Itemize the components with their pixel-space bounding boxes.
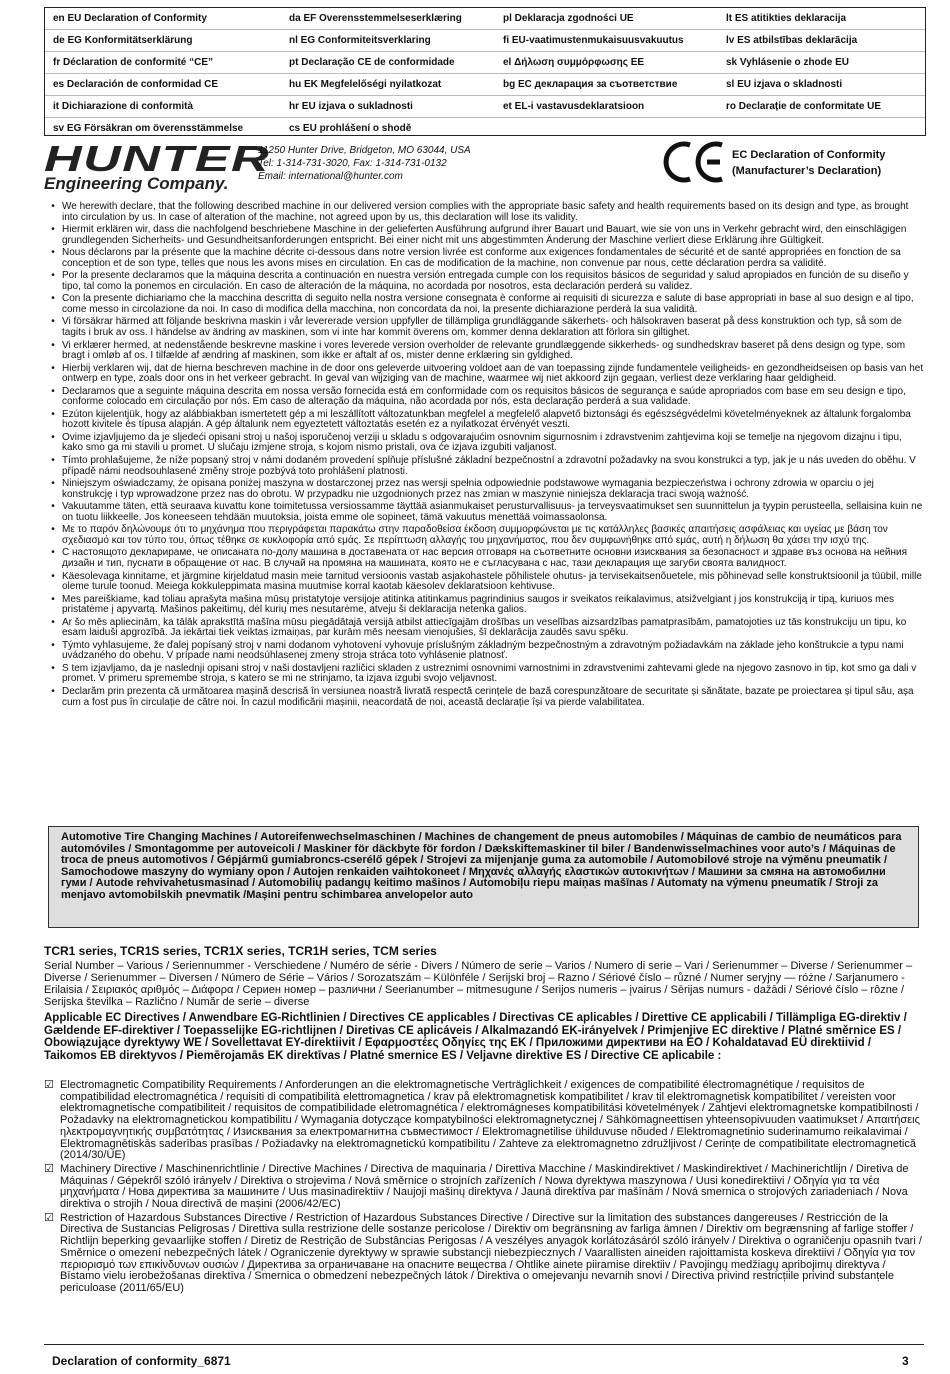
declaration-text: Týmto vyhlasujeme, že ďalej popísaný stroj v nami dodanom vyhotovení vyhovuje príslušným základným bezpečnostným a zdravotným požiadavkám na základe jeho konštrukcie a typu nami uvádzaného do obehu. V prípade nami neodsúhlasenej zmeny stroja stráca toto vyhlásenie platnosť. [62,639,904,662]
language-cell: el Δήλωση συμμόρφωσης ΕΕ [503,57,645,68]
bullet-icon: • [51,547,55,559]
language-row [45,96,925,118]
footer-document-title: Declaration of conformity_6871 [52,1354,231,1368]
directive-list [44,1080,924,1297]
bullet-icon: • [51,685,55,697]
directives-heading: Applicable EC Directives / Anwendbare EG-Richtlinien / Directives CE applicables / Directivas CE aplicables / Direttive CE applicabili / Tillämpliga EG-direktiv / Gældende EF-direktiver / Toepasselijke EG-richtlijnen / Diretivas CE aplicáveis / Alkalmazandó EK-irányelvek / Primjenjive EC direktive / Platné směrnice ES / Obowiązujące dyrektywy WE / Sovellettavat EY-direktiivit / Εφαρμοστέες Οδηγίες της ΕΚ / Приложими директиви на ЕО / Kohaldatavad EÜ direktiivid / Taikomos EB direktyvos / Piemērojamās EK direktīvas / Platné smernice ES / Veljavne direktive ES / Directive CE aplicabile : [44,1012,907,1062]
bullet-icon: • [51,339,55,351]
company-email: Email: international@hunter.com [258,171,403,182]
language-cell: it Dichiarazione di conformità [53,101,194,112]
language-cell: sl EU izjava o skladnosti [726,79,843,90]
bullet-icon: • [51,316,55,328]
declaration-text: Vakuutamme täten, että seuraava kuvattu kone toimitetussa versiossamme täyttää asianmukaiset perusturvallisuus- ja terveysvaatimukset sen suunnittelun ja tyypin perusteella, sellaisina kuin ne on tuotu liikkeelle. Jos koneeseen tehdään muutoksia, joista emme ole sopineet, tämä vakuutus menettää voimassaolonsa. [62,501,923,523]
bullet-icon: • [51,478,55,490]
declaration-bullet [44,595,924,616]
declaration-text: Ovime izjavljujemo da je sljedeći opisani stroj u našoj isporučenoj verziji u skladu s odgovarajućim osnovnim sigurnosnim i zdravstvenim zahtjevima koji se temelje na njegovom dizajnu i tipu, kako smo ga mi stavili u promet. U slučaju izmjene stroja, s kojom nismo pristali, ova će izjava izgubiti valjanost. [62,431,902,454]
declaration-text: Tímto prohlašujeme, že níže popsaný stroj v námi dodaném provedení splňuje příslušné základní bezpečnostní a zdravotní požadavky na svou konstrukci a typ, jak je u nás uveden do oběhu. V případě námi neodsouhlasené změny stroje pozbývá toto prohlášení platnosti. [62,455,916,477]
language-cell: es Declaración de conformidad CE [53,79,219,90]
directive-text: Machinery Directive / Maschinenrichtlinie / Directive Machines / Directiva de maquinaria / Direttiva Macchine / Maskindirektivet / Maskindirektivet / Machinerichtlijn / Diretiva de Máquinas / Gépekről szóló irányelv / Direktiva o strojevima / Nová směrnice o strojních zařízeních / Nowa dyrektywa maszynowa / Uusi konedirektiivi / Οδηγία για τα νέα μηχανήματα / Нова директива за машините / Uus masinadirektiiv / Naujoji mašinų direktyva / Jaunā direktīva par mašīnām / Nová smernica o strojových zariadeniach / Nova direktiva o strojih / Noua directivă de mașini (2006/42/EC) [60,1162,909,1211]
bullet-icon: • [51,201,55,212]
language-cell: hu EK Megfelelőségi nyilatkozat [289,79,442,90]
declaration-text: Declarăm prin prezenta că următoarea mașină descrisă în versiunea noastră livrată respectă cerințele de bază corespunzătoare de securitate și sănătate, bazate pe proiectarea și tipul său, așa cum a fost pus în circulație de către noi. În cazul modificării mașinii, neacordată de noi, această declarație își va pierde valabilitatea. [62,685,914,708]
declaration-text: Declaramos que a seguinte máquina descrita em nossa versão fornecida está em conformidade com os requisitos básicos de segurança e saúde apropriados com base em seu design e tipo, conforme colocado em circulação por nós. Em caso de alteração da máquina, não acordada por nós, esta declaração perderá a sua validade. [62,385,906,408]
bullet-icon: • [51,408,55,420]
language-cell: et EL-i vastavusdeklaratsioon [503,101,645,112]
declaration-text: Ar šo mēs apliecinām, ka tālāk aprakstītā mašīna mūsu piegādātajā versijā atbilst attiecīgajām drošības un veselības aizsardzības pamatprasībām, pamatojoties uz tās konstrukciju un tipu, ko esam laiduši apgrozībā. Ja iekārtai tiek veiktas izmaiņas, par kurām mēs neesam vienojušies, šī deklarācija zaudēs savu spēku. [62,616,907,639]
bullet-icon: • [51,455,55,467]
language-table [44,7,926,136]
declaration-bullet [44,548,924,569]
declaration-bullet [44,410,924,431]
declaration-text: Por la presente declaramos que la máquina descrita a continuación en nuestra versión entregada cumple con los requisitos básicos de seguridad y salud apropiados en función de su diseño y tipo, tal como la ponemos en circulación. En caso de alteración de la máquina, no acordada por nosotros, esta declaración perderá su validez. [62,270,909,292]
ce-title-line-2: (Manufacturer’s Declaration) [732,165,882,177]
ce-declaration-title [732,147,885,179]
bullet-icon: • [51,362,55,374]
bullet-icon: • [51,385,55,397]
declaration-text: Niniejszym oświadczamy, że opisana poniżej maszyna w dostarczonej przez nas wersji spełnia odpowiednie podstawowe wymagania bezpieczeństwa i ochrony zdrowia w oparciu o jej konstrukcję i typ wprowadzone przez nas do obrotu. W przypadku nie uzgodnionych przez nas zmian w maszynie niniejsza deklaracja traci swoją ważność. [62,478,874,500]
company-phone: Tel: 1-314-731-3020, Fax: 1-314-731-0132 [258,158,447,169]
declaration-bullet [44,456,924,477]
hunter-logo [44,138,271,193]
machine-description-box: Automotive Tire Changing Machines / Autoreifenwechselmaschinen / Machines de changement de pneus automobiles / Máquinas de cambio de neumáticos para automóviles / Smontagomme per autoveicoli / Maskiner för däckbyte för fordon / Dækskiftemaskiner til biler / Bandenwisselmachines voor auto’s / Máquinas de troca de pneus automotivos / Gépjármű gumiabroncs-cserélő gépek / Strojevi za mijenjanje guma za automobile / Automobilové stroje na výměnu pneumatik / Samochodowe maszyny do wymiany opon / Autojen renkaiden vaihtokoneet / Μηχανές αλλαγής ελαστικών αυτοκινήτων / Машини за смяна на автомобилни гуми / Autode rehvivahetusmasinad / Automobilių padangų keitimo mašinos / Automobiļu riepu maiņas mašīnas / Automaty na výmenu pneumatík / Stroji za menjavo avtomobilskih pnevmatik /Mașini pentru schimbarea anvelopelor auto [48,826,919,928]
declaration-text: Nous déclarons par la présente que la machine décrite ci-dessous dans notre version livrée est conforme aux exigences fondamentales de sécurité et de santé appropriées en fonction de sa conception et de son type, telles que nous les avons mises en circulation. En cas de modification de la machine, non convenue par nous, cette déclaration perdra sa validité. [62,247,901,269]
declaration-text: S tem izjavljamo, da je naslednji opisani stroj v naši dostavljeni različici skladen z ustreznimi osnovnimi varnostnimi in zdravstvenimi zahtevami glede na njegovo zasnovo in tip, kot smo ga dali v promet. V primeru spremembe stroja, s katero se mi ne strinjamo, ta izjava izgubi svojo veljavnost. [62,662,917,685]
language-cell: hr EU izjava o sukladnosti [289,101,413,112]
language-cell: lv ES atbilstības deklarācija [726,35,858,46]
declaration-bullet [44,202,924,223]
logo-wordmark: HUNTER [44,138,271,179]
declaration-bullet [44,525,924,546]
declaration-bullet [44,641,924,662]
checkbox-checked-icon: ☑ [44,1079,54,1091]
declaration-text: We herewith declare, that the following described machine in our delivered version complies with the appropriate basic safety and health requirements based on its design and type, as brought into circulation by us. In case of alteration of the machine, not agreed upon by us, this declaration will lose its validity. [62,201,909,223]
language-cell: pl Deklaracja zgodności UE [503,13,634,24]
language-row [45,30,925,52]
directive-item [44,1164,924,1211]
language-row [45,52,925,74]
model-series: TCR1 series, TCR1S series, TCR1X series, TCR1H series, TCM series [44,944,437,958]
language-cell: cs EU prohlášení o shodě [289,123,412,134]
bullet-icon: • [51,247,55,259]
declaration-bullet [44,572,924,593]
declaration-text: Mes pareiškiame, kad toliau aprašyta mašina mūsų pristatytoje versijoje atitinka atitinkamus pagrindinius saugos ir sveikatos reikalavimus, atsižvelgiant į jos konstrukciją ir tipą, kuriuos mes pristatėme į apyvartą. Mašinos pakeitimų, dėl kurių mes nesutarėme, atveju ši deklaracija netenka galios. [62,593,895,616]
declaration-bullet [44,271,924,292]
directive-item [44,1213,924,1295]
language-cell: sv EG Försäkran om överensstämmelse [53,123,244,134]
declaration-bullet [44,502,924,523]
declaration-bullet [44,364,924,385]
declaration-text: С настоящото декларираме, че описаната по-долу машина в доставената от нас версия отговаря на съответните основни изисквания за безопасност и здраве въз основа на нейния дизайн и тип, пуснати в обращение от нас. В случай на промяна на машината, която не е съгласувана с нас, тази декларация ще загуби своята валидност. [62,547,908,569]
ce-mark-icon [662,139,727,184]
ce-title-line-1: EC Declaration of Conformity [732,149,886,161]
directive-item [44,1080,924,1162]
bullet-icon: • [51,593,55,605]
company-address: 11250 Hunter Drive, Bridgeton, MO 63044, USA [258,145,471,156]
declaration-bullet [44,479,924,500]
declaration-bullet [44,225,924,246]
language-cell: fi EU-vaatimustenmukaisuusvakuutus [503,35,684,46]
language-cell: ro Declarație de conformitate UE [726,101,882,112]
language-row [45,118,925,139]
declaration-bullet [44,433,924,454]
declaration-text: Käesolevaga kinnitame, et järgmine kirjeldatud masin meie tarnitud versioonis vastab asjakohastele põhilistele ohutus- ja tervisekaitsenõuetele, mis põhinevad selle konstruktsioonil ja tüübil, mille oleme turule toonud. Meiega kokkuleppimata masina muutmise korral kaotab käesolev deklaratsioon kehtivuse. [62,570,922,593]
language-cell: lt ES atitikties deklaracija [726,13,847,24]
language-row [45,74,925,96]
declaration-bullet [44,248,924,269]
footer-divider [44,1344,924,1345]
company-address-block [258,144,471,183]
language-cell: nl EG Conformiteitsverklaring [289,35,431,46]
bullet-icon: • [51,639,55,651]
checkbox-checked-icon: ☑ [44,1211,54,1224]
bullet-icon: • [51,270,55,282]
declaration-bullet [44,317,924,338]
bullet-icon: • [51,616,55,628]
declaration-text: Con la presente dichiariamo che la macchina descritta di seguito nella nostra versione consegnata è conforme ai requisiti di sicurezza e salute di base appropriati in base al suo design e al tipo, come messo in circolazione da noi. In caso di modifica della macchina, non concordata da noi, la presente dichiarazione perderà la sua validità. [62,293,914,315]
language-cell: pt Declaração CE de conformidade [289,57,455,68]
logo-subtitle: Engineering Company. [44,174,229,193]
language-cell: de EG Konformitätserklärung [53,35,193,46]
language-cell: bg EC декларация за съответствие [503,79,678,90]
directive-text: Restriction of Hazardous Substances Directive / Restriction of Hazardous Substances Directive / Directive sur la limitation des substances dangereuses / Restricción de la Directiva de Sustancias Peligrosas / Direttiva sulla restrizione delle sostanze pericolose / Direktiv om begränsning av farliga ämnen / Direktiv om begrænsning af farlige stoffer / Richtlijn beperking gevaarlijke stoffen / Diretiz de Restrição de Substâncias Perigosas / A veszélyes anyagok korlátozásáról szóló irányelv / Direktiva o ograničenju opasnih tvari / Směrnice o omezení nebezpečných látek / Ograniczenie dyrektywy w sprawie substancji niebezpiecznych / Vaarallisten aineiden rajoittamista koskeva direktiivi / Οδηγία για τον περιορισμό των επικίνδυνων ουσιών / Директива за ограничаване на опасните вещества / Ohtlike ainete piiramise direktiiv / Pavojingų medžiagų apribojimų direktyva / Bīstamo vielu ierobežošanas direktīva / Smernica o obmedzení nebezpečných látok / Direktiva o omejevanju nevarnih snovi / Directiva privind restricțiile privind substanțele periculoase (2011/65/EU) [60,1211,922,1294]
declaration-text: Ezúton kijelentjük, hogy az alábbiakban ismertetett gép a mi leszállított változatunkban megfelel a megfelelő alapvető biztonsági és egészségvédelmi követelményeknek az általunk forgalomba hozott kivitele és típusa alapján. A gép általunk nem egyeztetett változtatás esetén ez a nyilatkozat érvényét veszti. [62,408,911,431]
language-cell: da EF Overensstemmelseserklæring [289,13,462,24]
declaration-bullet [44,618,924,639]
page-number: 3 [902,1354,909,1368]
bullet-icon: • [51,501,55,513]
declaration-text: Με το παρόν δηλώνουμε ότι το μηχάνημα που περιγράφεται παρακάτω στην παραδοθείσα έκδοση συμμορφώνεται με τις κατάλληλες βασικές απαιτήσεις ασφάλειας και υγείας με βάση τον σχεδιασμό και τον τύπο του, όπως τέθηκε σε κυκλοφορία από εμάς. Σε περίπτωση αλλαγής του μηχανήματος, που δεν συμφωνήθηκε από εμάς, αυτή η δήλωση θα χάσει την ισχύ της. [62,524,888,546]
language-cell: fr Déclaration de conformité “CE” [53,57,214,68]
serial-number-statement: Serial Number – Various / Seriennummer - Verschiedene / Numéro de série - Divers / Número de serie – Varios / Numero di serie – Vari / Serienummer – Diverse / Serienummer – Diverse / Serienummer – Diversen / Número de Série – Vários / Sorozatszám – Különféle / Serijski broj – Razno / Sériové číslo – různé / Numer seryjny — różne / Sarjanumero - Erilaisia / Σειριακός αριθμός – Διάφορα / Сериен номер – различни / Seerianumber – mitmesugune / Serijos numeris – įvairus / Sērijas numurs - dažādi / Sériové číslo – rôzne / Serijska številka – Različno / Număr de serie – diverse [44,960,913,1008]
language-row [45,8,925,30]
bullet-icon: • [51,224,55,236]
declaration-bullet [44,687,924,708]
bullet-icon: • [51,293,55,305]
declaration-text: Hiermit erklären wir, dass die nachfolgend beschriebene Maschine in der gelieferten Ausführung aufgrund ihrer Bauart und Bauart, wie sie von uns in Verkehr gebracht wird, den einschlägigen grundlegenden Sicherheits- und Gesundheitsanforderungen entspricht. Bei einer nicht mit uns abgestimmten Änderung der Maschine verliert diese Erklärung ihre Gültigkeit. [62,224,907,246]
bullet-icon: • [51,662,55,674]
declaration-bullet [44,341,924,362]
declaration-text: Hierbij verklaren wij, dat de hierna beschreven machine in de door ons geleverde uitvoering voldoet aan de van toepassing zijnde fundamentele veiligheids- en gezondheidseisen op basis van het ontwerp en type, zoals door ons in het verkeer gebracht. In geval van wijziging van de machine, waarmee wij niet akkoord zijn gegaan, verliest deze verklaring haar geldigheid. [62,362,924,385]
bullet-icon: • [51,524,55,536]
declaration-text: Vi erklærer hermed, at nedenstående beskrevne maskine i vores leverede version overholder de relevante grundlæggende sikkerheds- og sundhedskrav baseret på dens design og type, som bragt i omløb af os. I tilfælde af ændring af maskinen, som ikke er aftalt af os, mister denne erklæring sin gyldighed. [62,339,906,362]
declaration-statements [44,202,924,710]
declaration-bullet [44,664,924,685]
language-cell: en EU Declaration of Conformity [53,13,207,24]
declaration-text: Vi försäkrar härmed att följande beskrivna maskin i vår levererade version uppfyller de tillämpliga grundläggande säkerhets- och hälsokraven baserat på dess konstruktion och typ, så som de tagits i bruk av oss. I händelse av ändring av maskinen, som vi inte har kommit överens om, kommer denna deklaration att förlora sin giltighet. [62,316,902,339]
bullet-icon: • [51,431,55,443]
checkbox-checked-icon: ☑ [44,1162,54,1175]
bullet-icon: • [51,570,55,582]
declaration-bullet [44,387,924,408]
directive-text: Electromagnetic Compatibility Requirements / Anforderungen an die elektromagnetische Verträglichkeit / exigences de compatibilité électromagnétique / requisitos de compatibilidad electromagnética / requisiti di compatibilità elettromagnetica / krav på elektromagnetisk kompatibilitet / krav til elektromagnetisk kompatibilitet / vereisten voor elektromagnetische compatibiliteit / requisitos de compatibilidade eletromagnética / elektromágneses kompatibilitási követelmények / Zahtjevi elektromagnetske kompatibilnosti / Požadavky na elektromagnetickou kompatibilitu / Wymagania dotyczące kompatybilności elektromagnetycznej / Sähkömagneettisen yhteensopivuuden vaatimukset / Απαιτήσεις ηλεκτρομαγνητικής συμβατότητας / Изисквания за електромагнитна съвместимост / Elektromagnetilise ühilduvuse nõuded / Elektromagnetinio suderinamumo reikalavimai / Elektromagnētiskās saderības prasības / Požiadavky na elektromagnetickú kompatibilitu / Zahteve za elektromagnetno združljivost / Cerințe de compatibilitate electromagnetică (2014/30/UE) [60,1079,920,1162]
language-cell: sk Vyhlásenie o zhode EÚ [726,57,850,68]
declaration-bullet [44,294,924,315]
